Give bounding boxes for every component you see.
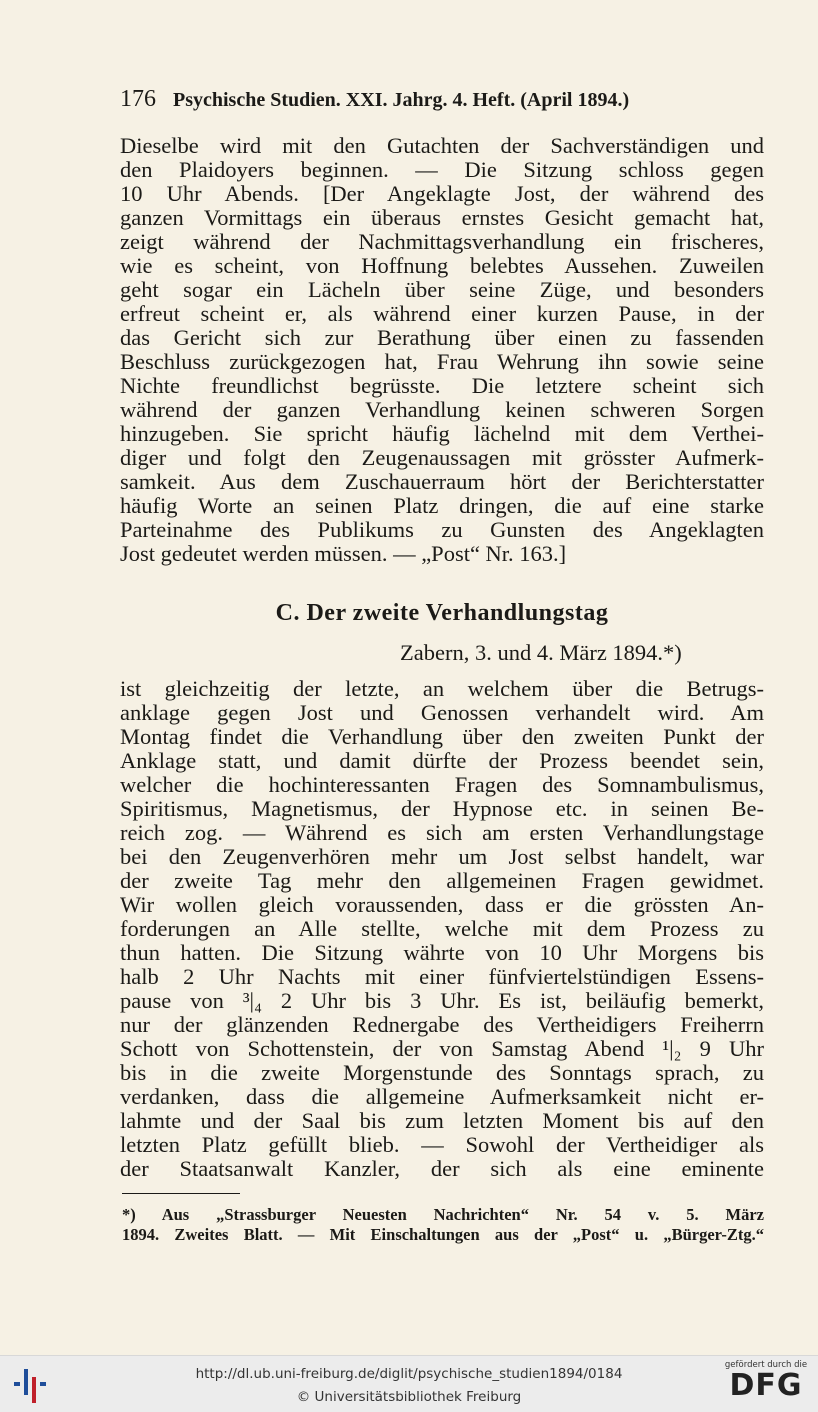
text-line: Anklage statt, und damit dürfte der Prozess beendet sein,: [120, 749, 764, 773]
text-line: Nichte freundlichst begrüsste. Die letztere scheint sich: [120, 374, 764, 398]
dateline: Zabern, 3. und 4. März 1894.*): [400, 640, 682, 665]
text-line: 1894. Zweites Blatt. — Mit Einschaltungen aus der „Post“ u. „Bürger-Ztg.“: [122, 1225, 764, 1244]
text-line: forderungen an Alle stellte, welche mit dem Prozess zu: [120, 917, 764, 941]
copyright-notice: © Universitätsbibliothek Freiburg: [296, 1389, 522, 1405]
text-line: ganzen Vormittags ein überaus ernstes Gesicht gemacht hat,: [120, 206, 764, 230]
text-line: Spiritismus, Magnetismus, der Hypnose etc. in seinen Be-: [120, 797, 764, 821]
section-heading: C. Der zweite Verhandlungstag: [275, 600, 609, 626]
text-line: Dieselbe wird mit den Gutachten der Sachverständigen und: [120, 134, 764, 158]
text-line: reich zog. — Während es sich am ersten Verhandlungstage: [120, 821, 764, 845]
text-line: Wir wollen gleich voraussenden, dass er die grössten An-: [120, 893, 764, 917]
dfg-wordmark: DFG: [729, 1368, 803, 1403]
text-line: letzten Platz gefüllt blieb. — Sowohl der Vertheidiger als: [120, 1133, 764, 1157]
text-line: pause von ³|₄ 2 Uhr bis 3 Uhr. Es ist, beiläufig bemerkt,: [120, 989, 764, 1013]
body-text-section-c: [120, 677, 764, 1181]
text-line: lahmte und der Saal bis zum letzten Moment bis auf den: [120, 1109, 764, 1133]
footer-bar: [0, 1355, 818, 1412]
text-line: Schott von Schottenstein, der von Samstag Abend ¹|₂ 9 Uhr: [120, 1037, 764, 1061]
text-line: bis in die zweite Morgenstunde des Sonntags sprach, zu: [120, 1061, 764, 1085]
text-line: diger und folgt den Zeugenaussagen mit grösster Aufmerk-: [120, 446, 764, 470]
text-line: welcher die hochinteressanten Fragen des Somnambulismus,: [120, 773, 764, 797]
text-line: den Plaidoyers beginnen. — Die Sitzung schloss gegen: [120, 158, 764, 182]
text-line: während der ganzen Verhandlung keinen schweren Sorgen: [120, 398, 764, 422]
text-line: häufig Worte an seinen Platz dringen, die auf eine starke: [120, 494, 764, 518]
footnote-rule: [122, 1193, 240, 1194]
page-number: 176: [120, 86, 156, 112]
text-line: verdanken, dass die allgemeine Aufmerksamkeit nicht er-: [120, 1085, 764, 1109]
text-line: das Gericht sich zur Berathung über einen zu fassenden: [120, 326, 764, 350]
text-line: ist gleichzeitig der letzte, an welchem über die Betrugs-: [120, 677, 764, 701]
text-line: bei den Zeugenverhören mehr um Jost selbst handelt, war: [120, 845, 764, 869]
text-line: thun hatten. Die Sitzung währte von 10 Uhr Morgens bis: [120, 941, 764, 965]
text-line: Beschluss zurückgezogen hat, Frau Wehrung ihn sowie seine: [120, 350, 764, 374]
text-line: 10 Uhr Abends. [Der Angeklagte Jost, der während des: [120, 182, 764, 206]
text-line: hinzugeben. Sie spricht häufig lächelnd mit dem Verthei-: [120, 422, 764, 446]
text-line: der zweite Tag mehr den allgemeinen Fragen gewidmet.: [120, 869, 764, 893]
permalink-link[interactable]: http://dl.ub.uni-freiburg.de/diglit/psychische_studien1894/0184: [195, 1366, 623, 1382]
footnote: [122, 1205, 764, 1245]
text-line: Jost gedeutet werden müssen. — „Post“ Nr. 163.]: [120, 542, 567, 566]
running-title: Psychische Studien. XXI. Jahrg. 4. Heft. (April 1894.): [173, 89, 630, 111]
text-line: halb 2 Uhr Nachts mit einer fünfviertelstündigen Essens-: [120, 965, 764, 989]
text-line: zeigt während der Nachmittagsverhandlung ein frischeres,: [120, 230, 764, 254]
text-line: wie es scheint, von Hoffnung belebtes Aussehen. Zuweilen: [120, 254, 764, 278]
running-header: [120, 86, 710, 113]
text-line: nur der glänzenden Rednergabe des Vertheidigers Freiherrn: [120, 1013, 764, 1037]
text-line: Montag findet die Verhandlung über den zweiten Punkt der: [120, 725, 764, 749]
text-line: der Staatsanwalt Kanzler, der sich als eine eminente: [120, 1157, 764, 1181]
dfg-caption: gefördert durch die: [724, 1360, 808, 1370]
text-line: geht sogar ein Lächeln über seine Züge, und besonders: [120, 278, 764, 302]
permalink-url[interactable]: [0, 1366, 818, 1382]
dfg-logo: [722, 1360, 810, 1408]
text-line: anklage gegen Jost und Genossen verhandelt wird. Am: [120, 701, 764, 725]
text-line: samkeit. Aus dem Zuschauerraum hört der Berichterstatter: [120, 470, 764, 494]
text-line: erfreut scheint er, als während einer kurzen Pause, in der: [120, 302, 764, 326]
body-text-continuation: [120, 134, 764, 566]
text-line: Parteinahme des Publikums zu Gunsten des Angeklagten: [120, 518, 764, 542]
text-line: *) Aus „Strassburger Neuesten Nachrichten“ Nr. 54 v. 5. März: [122, 1205, 764, 1224]
